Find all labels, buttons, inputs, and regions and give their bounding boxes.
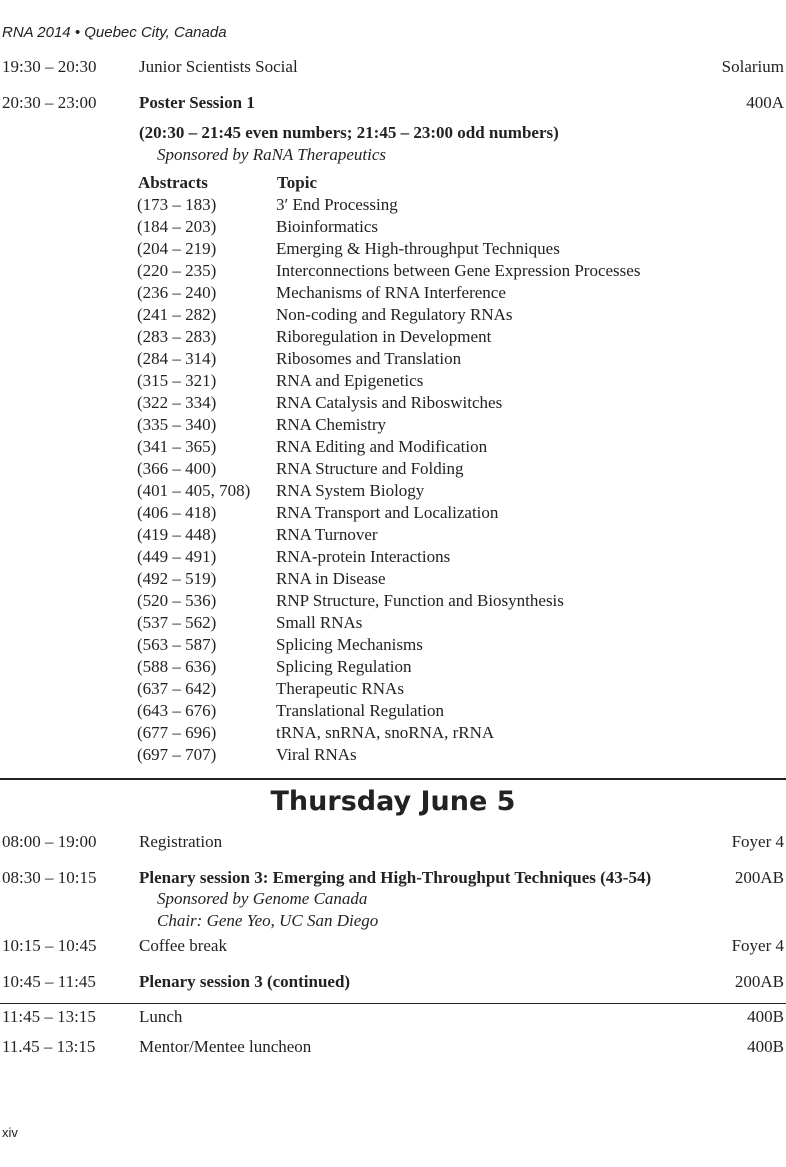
abstract-row bbox=[137, 657, 777, 679]
room: 400B bbox=[747, 1037, 784, 1056]
abstract-range: (537 – 562) bbox=[137, 613, 217, 632]
abstract-row bbox=[137, 503, 777, 525]
abstract-row bbox=[137, 525, 777, 547]
abstract-topic: Riboregulation in Development bbox=[276, 327, 492, 346]
abstract-range: (341 – 365) bbox=[137, 437, 217, 456]
abstract-topic: Small RNAs bbox=[276, 613, 363, 632]
abstract-topic: Emerging & High-throughput Techniques bbox=[276, 239, 560, 258]
schedule-row-plenary-3 bbox=[0, 868, 786, 890]
abstract-topic: RNA System Biology bbox=[276, 481, 425, 500]
abstract-row bbox=[137, 481, 777, 503]
abstract-topic: RNA Catalysis and Riboswitches bbox=[276, 393, 503, 412]
abstract-range: (241 – 282) bbox=[137, 305, 217, 324]
event-title: Mentor/Mentee luncheon bbox=[139, 1037, 312, 1056]
abstract-row bbox=[137, 679, 777, 701]
abstracts-table-header bbox=[138, 173, 738, 195]
abstract-row bbox=[137, 327, 777, 349]
running-header: RNA 2014 • Quebec City, Canada bbox=[2, 24, 227, 41]
abstract-row bbox=[137, 613, 777, 635]
abstract-row bbox=[137, 701, 777, 723]
section-divider bbox=[0, 778, 786, 780]
abstract-topic: RNA Editing and Modification bbox=[276, 437, 488, 456]
abstract-topic: RNA Chemistry bbox=[276, 415, 387, 434]
abstracts-table bbox=[137, 195, 777, 767]
abstract-range: (637 – 642) bbox=[137, 679, 217, 698]
time: 10:15 – 10:45 bbox=[2, 936, 97, 955]
time: 20:30 – 23:00 bbox=[2, 93, 97, 112]
abstract-topic: tRNA, snRNA, snoRNA, rRNA bbox=[276, 723, 495, 742]
event-title: Junior Scientists Social bbox=[139, 57, 298, 76]
schedule-row-registration bbox=[0, 832, 786, 854]
abstract-range: (366 – 400) bbox=[137, 459, 217, 478]
room: Foyer 4 bbox=[731, 832, 784, 851]
event-title: Registration bbox=[139, 832, 223, 851]
abstract-range: (697 – 707) bbox=[137, 745, 217, 764]
event-title: Lunch bbox=[139, 1007, 183, 1026]
time: 08:30 – 10:15 bbox=[2, 868, 97, 887]
abstract-range: (406 – 418) bbox=[137, 503, 217, 522]
lunch-divider bbox=[0, 1003, 786, 1004]
abstract-topic: RNA and Epigenetics bbox=[276, 371, 424, 390]
schedule-row-social bbox=[0, 57, 786, 79]
abstract-range: (677 – 696) bbox=[137, 723, 217, 742]
abstract-topic: Non-coding and Regulatory RNAs bbox=[276, 305, 513, 324]
abstract-topic: RNA-protein Interactions bbox=[276, 547, 451, 566]
abstract-range: (492 – 519) bbox=[137, 569, 217, 588]
event-title: Plenary session 3 (continued) bbox=[139, 972, 351, 991]
time: 08:00 – 19:00 bbox=[2, 832, 97, 851]
plenary-sponsor: Sponsored by Genome Canada bbox=[157, 889, 368, 908]
abstract-range: (449 – 491) bbox=[137, 547, 217, 566]
abstract-range: (284 – 314) bbox=[137, 349, 217, 368]
time: 11:45 – 13:15 bbox=[2, 1007, 96, 1026]
room: 200AB bbox=[734, 972, 784, 991]
time: 19:30 – 20:30 bbox=[2, 57, 97, 76]
abstract-row bbox=[137, 437, 777, 459]
abstract-range: (204 – 219) bbox=[137, 239, 217, 258]
abstract-topic: RNA Transport and Localization bbox=[276, 503, 499, 522]
room: 400A bbox=[746, 93, 784, 112]
abstract-topic: Therapeutic RNAs bbox=[276, 679, 404, 698]
abstract-row bbox=[137, 591, 777, 613]
room: 400B bbox=[747, 1007, 784, 1026]
abstract-row bbox=[137, 569, 777, 591]
event-title: Coffee break bbox=[139, 936, 227, 955]
abstract-topic: Ribosomes and Translation bbox=[276, 349, 462, 368]
abstract-topic: Viral RNAs bbox=[276, 745, 357, 764]
abstract-topic: Translational Regulation bbox=[276, 701, 444, 720]
day-title: Thursday June 5 bbox=[270, 786, 516, 817]
column-header-topic: Topic bbox=[277, 173, 318, 192]
event-title: Poster Session 1 bbox=[139, 93, 255, 112]
abstract-range: (236 – 240) bbox=[137, 283, 217, 302]
abstract-row bbox=[137, 415, 777, 437]
abstract-row bbox=[137, 459, 777, 481]
abstract-row bbox=[137, 547, 777, 569]
abstract-topic: 3′ End Processing bbox=[276, 195, 398, 214]
schedule-row-mentor-luncheon bbox=[0, 1037, 786, 1059]
schedule-row-coffee-break bbox=[0, 936, 786, 958]
abstract-row bbox=[137, 195, 777, 217]
abstract-row bbox=[137, 393, 777, 415]
time: 10:45 – 11:45 bbox=[2, 972, 96, 991]
abstract-range: (643 – 676) bbox=[137, 701, 217, 720]
abstract-topic: RNA Structure and Folding bbox=[276, 459, 464, 478]
abstract-row bbox=[137, 371, 777, 393]
room: 200AB bbox=[734, 868, 784, 887]
abstract-row bbox=[137, 723, 777, 745]
room: Solarium bbox=[721, 57, 784, 76]
column-header-abstracts: Abstracts bbox=[138, 173, 208, 192]
abstract-range: (588 – 636) bbox=[137, 657, 217, 676]
abstract-range: (315 – 321) bbox=[137, 371, 217, 390]
abstract-range: (401 – 405, 708) bbox=[137, 481, 251, 500]
abstract-range: (283 – 283) bbox=[137, 327, 217, 346]
page-number: xiv bbox=[2, 1125, 18, 1140]
room: Foyer 4 bbox=[731, 936, 784, 955]
event-title: Plenary session 3: Emerging and High-Throughput Techniques (43-54) bbox=[139, 868, 652, 887]
poster-sponsor: Sponsored by RaNA Therapeutics bbox=[157, 145, 387, 164]
abstract-range: (563 – 587) bbox=[137, 635, 217, 654]
abstract-topic: RNP Structure, Function and Biosynthesis bbox=[276, 591, 564, 610]
schedule-row-poster-session bbox=[0, 93, 786, 115]
abstract-range: (322 – 334) bbox=[137, 393, 217, 412]
abstract-row bbox=[137, 745, 777, 767]
abstract-topic: Interconnections between Gene Expression Processes bbox=[276, 261, 641, 280]
poster-schedule-note: (20:30 – 21:45 even numbers; 21:45 – 23:00 odd numbers) bbox=[139, 123, 559, 142]
abstract-row bbox=[137, 283, 777, 305]
schedule-row-lunch bbox=[0, 1007, 786, 1029]
schedule-row-plenary-3-continued bbox=[0, 972, 786, 994]
abstract-range: (220 – 235) bbox=[137, 261, 217, 280]
abstract-row bbox=[137, 305, 777, 327]
abstract-topic: RNA in Disease bbox=[276, 569, 386, 588]
abstract-topic: Splicing Mechanisms bbox=[276, 635, 423, 654]
abstract-row bbox=[137, 217, 777, 239]
abstract-range: (335 – 340) bbox=[137, 415, 217, 434]
abstract-topic: Mechanisms of RNA Interference bbox=[276, 283, 506, 302]
abstract-range: (184 – 203) bbox=[137, 217, 217, 236]
abstract-range: (419 – 448) bbox=[137, 525, 217, 544]
abstract-topic: RNA Turnover bbox=[276, 525, 378, 544]
time: 11.45 – 13:15 bbox=[2, 1037, 96, 1056]
abstract-row bbox=[137, 261, 777, 283]
abstract-range: (520 – 536) bbox=[137, 591, 217, 610]
abstract-row bbox=[137, 635, 777, 657]
abstract-topic: Splicing Regulation bbox=[276, 657, 412, 676]
abstract-row bbox=[137, 239, 777, 261]
abstract-range: (173 – 183) bbox=[137, 195, 217, 214]
abstract-topic: Bioinformatics bbox=[276, 217, 378, 236]
abstract-row bbox=[137, 349, 777, 371]
plenary-chair: Chair: Gene Yeo, UC San Diego bbox=[157, 911, 379, 930]
